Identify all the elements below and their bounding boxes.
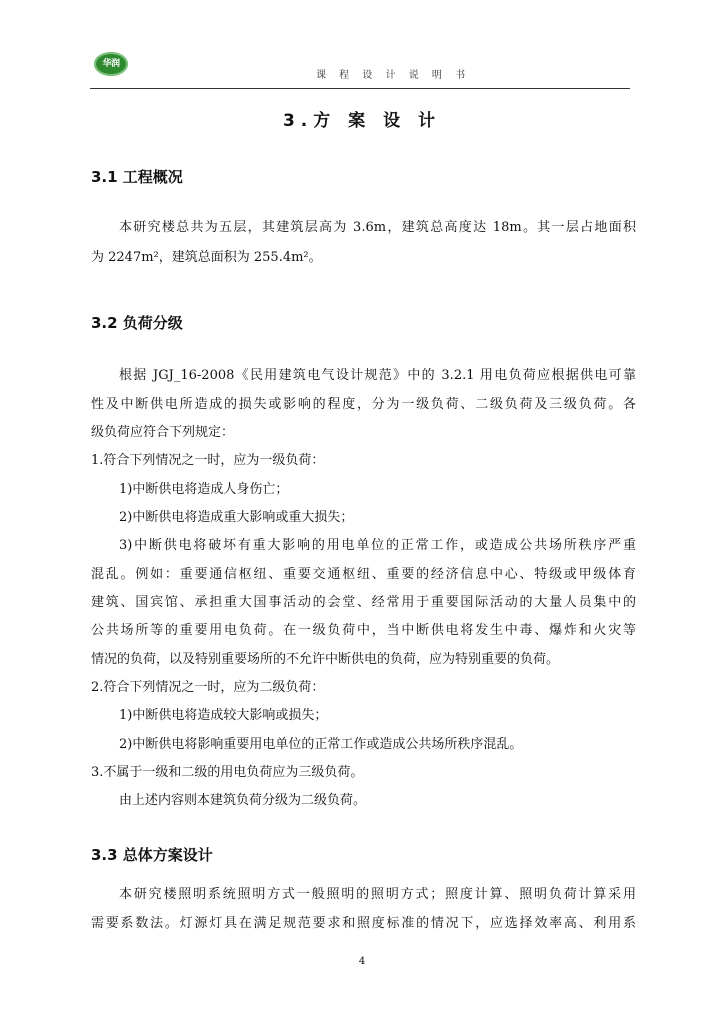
list-item: 2.符合下列情况之一时，应为二级负荷： (91, 680, 325, 695)
paragraph-line: 性及中断供电所造成的损失或影响的程度，分为一级负荷、二级负荷及三级负荷。各 (91, 397, 636, 412)
section-heading-3-2: 3.2 负荷分级 (91, 314, 183, 332)
list-item: 2)中断供电将造成重大影响或重大损失； (119, 510, 354, 525)
list-item: 2)中断供电将影响重要用电单位的正常工作或造成公共场所秩序混乱。 (119, 737, 523, 752)
paragraph-line: 建筑、国宾馆、承担重大国事活动的会堂、经常用于重要国际活动的大量人员集中的 (91, 595, 636, 610)
list-item: 3)中断供电将破坏有重大影响的用电单位的正常工作，或造成公共场所秩序严重 (119, 538, 636, 553)
list-item: 1.符合下列情况之一时，应为一级负荷： (91, 453, 325, 468)
running-header: 课 程 设 计 说 明 书 (316, 70, 471, 81)
paragraph-line: 由上述内容则本建筑负荷分级为二级负荷。 (119, 793, 367, 808)
chapter-title: 3.方 案 设 计 (282, 111, 442, 131)
list-item: 1)中断供电将造成人身伤亡； (119, 482, 289, 497)
page-number: 4 (358, 956, 366, 967)
header-divider (90, 88, 630, 89)
list-item: 3.不属于一级和二级的用电负荷应为三级负荷。 (91, 765, 364, 780)
paragraph-line: 根据 JGJ_16-2008《民用建筑电气设计规范》中的 3.2.1 用电负荷应根据供电可靠 (119, 368, 636, 383)
paragraph-line: 需要系数法。灯源灯具在满足规范要求和照度标准的情况下，应选择效率高、利用系 (91, 916, 636, 931)
paragraph-line: 情况的负荷，以及特别重要场所的不允许中断供电的负荷，应为特别重要的负荷。 (91, 652, 560, 667)
paragraph-line: 级负荷应符合下列规定： (91, 425, 235, 440)
paragraph-line: 公共场所等的重要用电负荷。在一级负荷中，当中断供电将发生中毒、爆炸和火灾等 (91, 623, 636, 638)
section-heading-3-3: 3.3 总体方案设计 (91, 846, 213, 864)
school-logo: 华润 (94, 52, 128, 76)
list-item: 1)中断供电将造成较大影响或损失； (119, 708, 328, 723)
paragraph-line: 本研究楼总共为五层，其建筑层高为 3.6m，建筑总高度达 18m。其一层占地面积 (119, 220, 636, 235)
paragraph-line: 为 2247m²，建筑总面积为 255.4m²。 (91, 250, 322, 265)
paragraph-line: 混乱。例如：重要通信枢纽、重要交通枢纽、重要的经济信息中心、特级或甲级体育 (91, 567, 636, 582)
paragraph-line: 本研究楼照明系统照明方式一般照明的照明方式；照度计算、照明负荷计算采用 (119, 887, 636, 902)
section-heading-3-1: 3.1 工程概况 (91, 168, 183, 186)
